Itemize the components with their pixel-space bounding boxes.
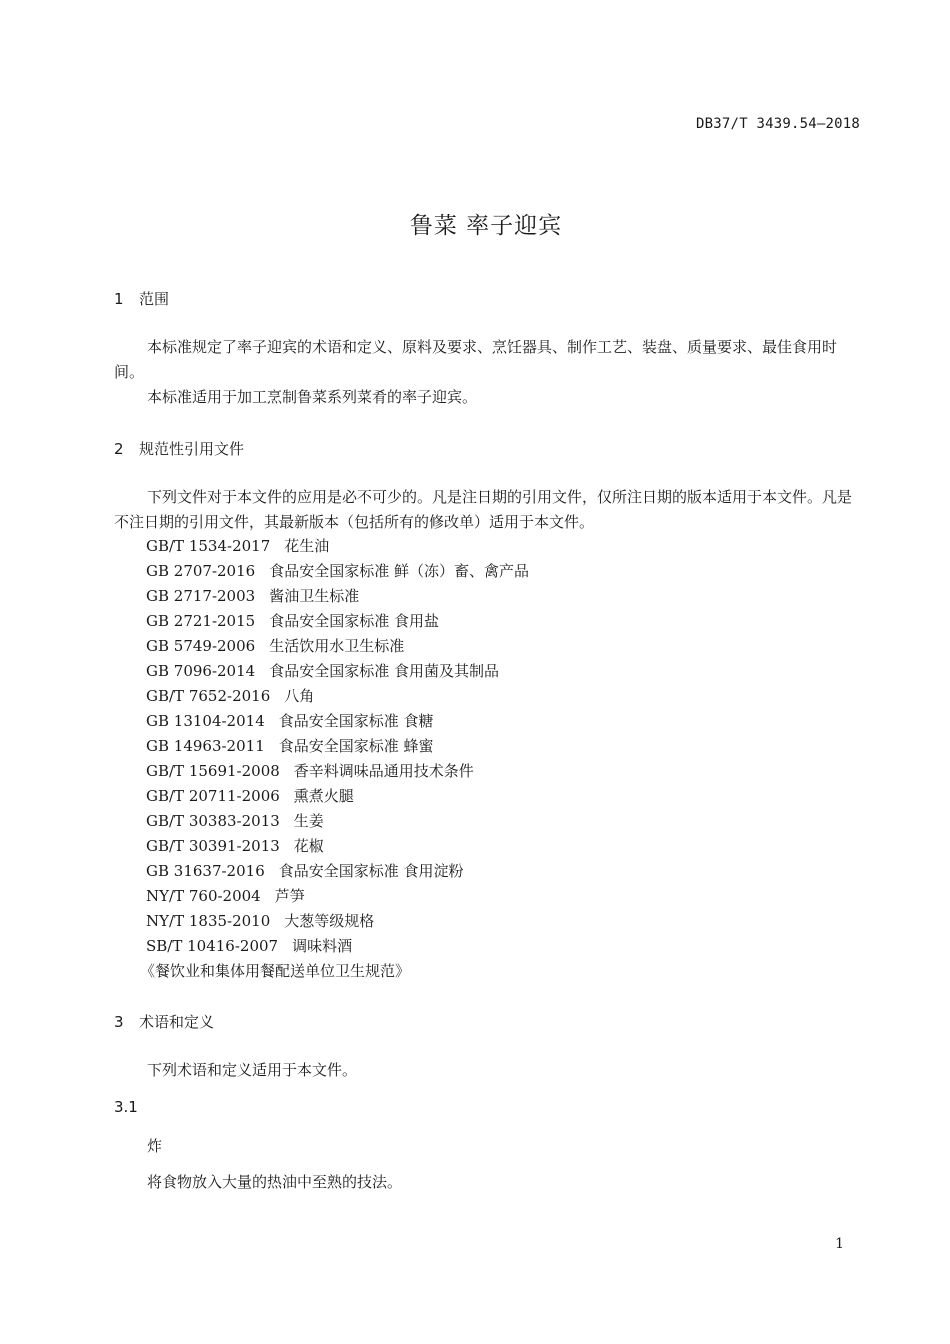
reference-code: GB 2721-2015 (146, 612, 256, 630)
reference-item (146, 910, 374, 931)
reference-item (146, 585, 359, 606)
page-number: 1 (835, 1236, 844, 1252)
reference-name: 调味料酒 (292, 937, 353, 955)
reference-code: GB/T 30391-2013 (146, 837, 280, 855)
section-1-heading (114, 288, 169, 309)
section-number: 2 (114, 440, 124, 458)
terms-intro-paragraph: 下列术语和定义适用于本文件。 (147, 1061, 358, 1079)
reference-name: 酱油卫生标准 (269, 587, 360, 605)
section-2-heading (114, 438, 244, 459)
reference-code: GB 2717-2003 (146, 587, 256, 605)
reference-name: 大葱等级规格 (284, 912, 375, 930)
reference-code: NY/T 1835-2010 (146, 912, 271, 930)
reference-item (146, 935, 352, 956)
reference-name: 芦笋 (274, 887, 305, 905)
section-title: 范围 (139, 290, 170, 308)
subsection-number: 3.1 (114, 1098, 138, 1116)
reference-item (146, 785, 354, 806)
scope-paragraph-1: 本标准规定了率子迎宾的术语和定义、原料及要求、烹饪器具、制作工艺、装盘、质量要求、最佳食用时间。 (114, 338, 838, 381)
document-title: 鲁菜 率子迎宾 (409, 213, 563, 239)
reference-name: 食品安全国家标准 鲜（冻）畜、禽产品 (269, 562, 529, 580)
reference-name: 食品安全国家标准 食用盐 (269, 612, 439, 630)
section-number: 1 (114, 290, 124, 308)
reference-code: GB/T 15691-2008 (146, 762, 280, 780)
reference-code: GB 13104-2014 (146, 712, 265, 730)
section-title: 术语和定义 (139, 1013, 215, 1031)
term-name: 炸 (147, 1137, 163, 1155)
reference-code: GB 31637-2016 (146, 862, 265, 880)
reference-item-hygiene-code: 《餐饮业和集体用餐配送单位卫生规范》 (140, 962, 411, 980)
section-title: 规范性引用文件 (139, 440, 245, 458)
reference-name: 食品安全国家标准 食糖 (278, 712, 434, 730)
reference-code: GB 2707-2016 (146, 562, 256, 580)
reference-name: 花生油 (284, 537, 330, 555)
reference-item (146, 710, 434, 731)
scope-paragraph-2: 本标准适用于加工烹制鲁菜系列菜肴的率子迎宾。 (147, 388, 478, 406)
reference-code: GB 7096-2014 (146, 662, 256, 680)
reference-code: GB/T 20711-2006 (146, 787, 280, 805)
reference-item (146, 735, 434, 756)
reference-item (146, 685, 314, 706)
reference-item (146, 610, 439, 631)
reference-item (146, 760, 474, 781)
reference-item (146, 860, 464, 881)
section-3-heading (114, 1011, 214, 1032)
reference-code: GB/T 7652-2016 (146, 687, 271, 705)
reference-name: 食品安全国家标准 食用淀粉 (278, 862, 464, 880)
reference-code: GB 14963-2011 (146, 737, 265, 755)
reference-code: GB 5749-2006 (146, 637, 256, 655)
term-definition: 将食物放入大量的热油中至熟的技法。 (147, 1173, 403, 1191)
normative-references-paragraph: 下列文件对于本文件的应用是必不可少的。凡是注日期的引用文件，仅所注日期的版本适用于本文件。凡是不注日期的引用文件，其最新版本（包括所有的修改单）适用于本文件。 (114, 488, 853, 531)
section-number: 3 (114, 1013, 124, 1031)
reference-code: SB/T 10416-2007 (146, 937, 279, 955)
reference-item (146, 835, 324, 856)
reference-code: GB/T 30383-2013 (146, 812, 280, 830)
reference-item (146, 635, 404, 656)
document-code: DB37/T 3439.54—2018 (696, 116, 860, 132)
reference-item (146, 535, 329, 556)
reference-item (146, 810, 324, 831)
reference-name: 八角 (284, 687, 315, 705)
reference-name: 生姜 (293, 812, 324, 830)
reference-item (146, 560, 529, 581)
reference-name: 生活饮用水卫生标准 (269, 637, 405, 655)
reference-item (146, 885, 305, 906)
reference-name: 香辛料调味品通用技术条件 (293, 762, 474, 780)
reference-name: 食品安全国家标准 蜂蜜 (278, 737, 434, 755)
reference-item (146, 660, 499, 681)
reference-code: GB/T 1534-2017 (146, 537, 271, 555)
reference-code: NY/T 760-2004 (146, 887, 261, 905)
reference-name: 食品安全国家标准 食用菌及其制品 (269, 662, 499, 680)
reference-name: 花椒 (293, 837, 324, 855)
reference-name: 熏煮火腿 (293, 787, 354, 805)
